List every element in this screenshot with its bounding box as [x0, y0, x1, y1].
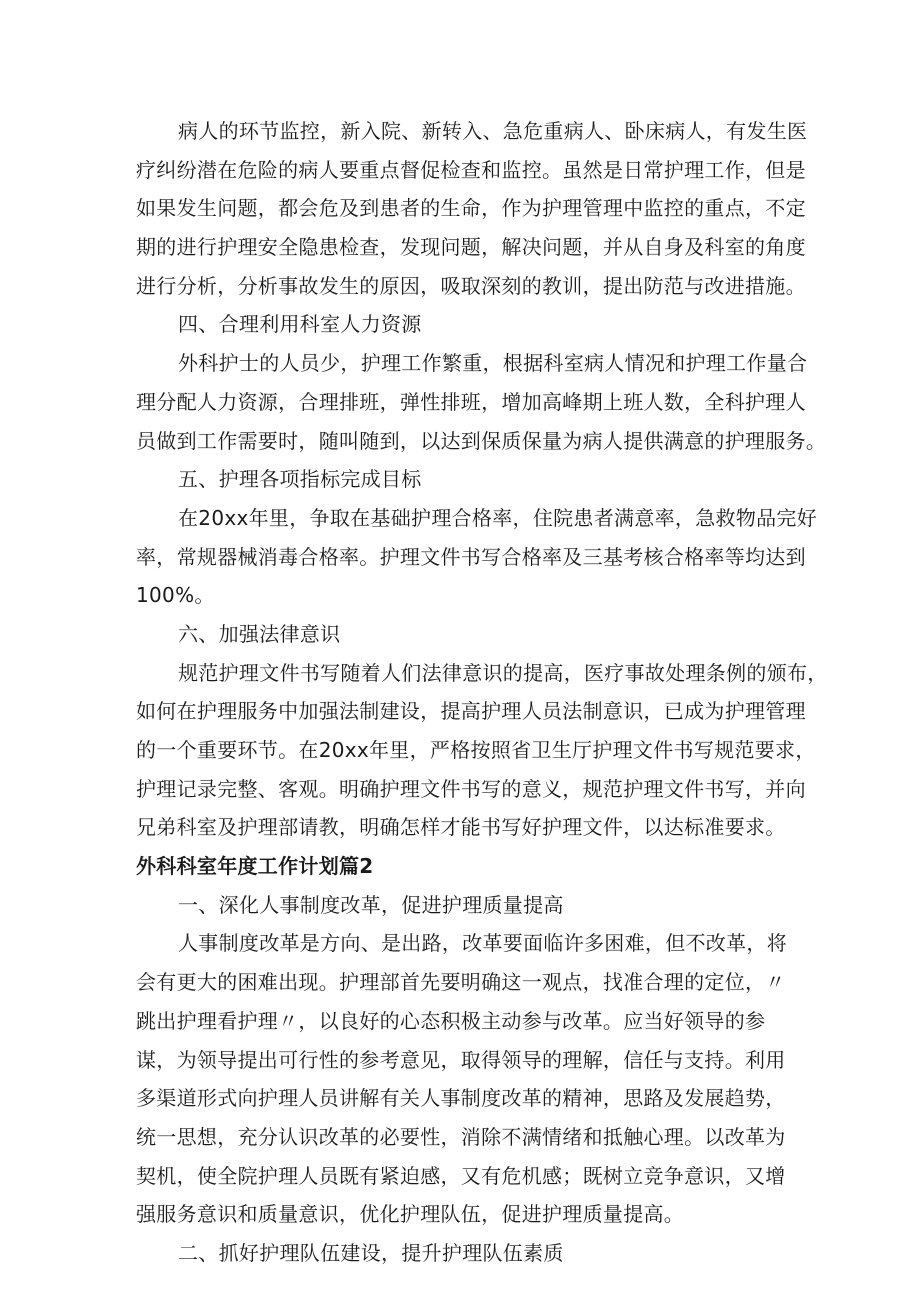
paragraph-line: 护理记录完整、客观。明确护理文件书写的意义，规范护理文件书写，并向 — [136, 776, 806, 801]
paragraph-line: 跳出护理看护理〃，以良好的心态积极主动参与改革。应当好领导的参 — [136, 1008, 766, 1033]
paragraph-line: 二、抓好护理队伍建设，提升护理队伍素质 — [178, 1240, 564, 1265]
section-heading: 外科科室年度工作计划篇2 — [136, 854, 374, 879]
paragraph-line: 外科护士的人员少，护理工作繁重，根据科室病人情况和护理工作量合 — [178, 351, 808, 376]
paragraph-line: 在20xx年里，争取在基础护理合格率，住院患者满意率，急救物品完好 — [178, 505, 818, 530]
paragraph-line: 人事制度改革是方向、是出路，改革要面临许多困难，但不改革，将 — [178, 931, 787, 956]
paragraph-line: 如何在护理服务中加强法制建设，提高护理人员法制意识，已成为护理管理 — [136, 699, 806, 724]
paragraph-line: 四、合理利用科室人力资源 — [178, 312, 422, 337]
paragraph-line: 统一思想，充分认识改革的必要性，消除不满情绪和抵触心理。以改革为 — [136, 1124, 786, 1149]
paragraph-line: 会有更大的困难出现。护理部首先要明确这一观点，找准合理的定位，〃 — [136, 970, 786, 995]
paragraph-line: 谋，为领导提出可行性的参考意见，取得领导的理解，信任与支持。利用 — [136, 1047, 786, 1072]
paragraph-line: 期的进行护理安全隐患检查，发现问题，解决问题，并从自身及科室的角度 — [136, 235, 806, 260]
paragraph-line: 员做到工作需要时，随叫随到，以达到保质保量为病人提供满意的护理服务。 — [136, 428, 827, 453]
paragraph-line: 100%。 — [136, 583, 215, 608]
paragraph-line: 六、加强法律意识 — [178, 621, 341, 646]
paragraph-line: 多渠道形式向护理人员讲解有关人事制度改革的精神，思路及发展趋势， — [136, 1086, 786, 1111]
paragraph-line: 理分配人力资源，合理排班，弹性排班，增加高峰期上班人数，全科护理人 — [136, 389, 806, 414]
paragraph-line: 如果发生问题，都会危及到患者的生命，作为护理管理中监控的重点，不定 — [136, 196, 806, 221]
paragraph-line: 进行分析，分析事故发生的原因，吸取深刻的教训，提出防范与改进措施。 — [136, 273, 806, 298]
paragraph-line: 病人的环节监控，新入院、新转入、急危重病人、卧床病人，有发生医 — [178, 119, 808, 143]
paragraph-line: 的一个重要环节。在20xx年里，严格按照省卫生厅护理文件书写规范要求， — [136, 738, 816, 762]
paragraph-line: 兄弟科室及护理部请教，明确怎样才能书写好护理文件，以达标准要求。 — [136, 815, 786, 840]
paragraph-line: 强服务意识和质量意识，优化护理队伍，促进护理质量提高。 — [136, 1202, 685, 1227]
paragraph-line: 规范护理文件书写随着人们法律意识的提高，医疗事故处理条例的颁布， — [178, 660, 828, 685]
paragraph-line: 一、深化人事制度改革，促进护理质量提高 — [178, 892, 564, 917]
paragraph-line: 率，常规器械消毒合格率。护理文件书写合格率及三基考核合格率等均达到 — [136, 544, 806, 569]
document-body — [136, 112, 828, 1273]
paragraph-line: 五、护理各项指标完成目标 — [178, 467, 422, 492]
paragraph-line: 疗纠纷潜在危险的病人要重点督促检查和监控。虽然是日常护理工作，但是 — [136, 157, 806, 182]
paragraph-line: 契机，使全院护理人员既有紧迫感，又有危机感；既树立竞争意识，又增 — [136, 1163, 786, 1188]
